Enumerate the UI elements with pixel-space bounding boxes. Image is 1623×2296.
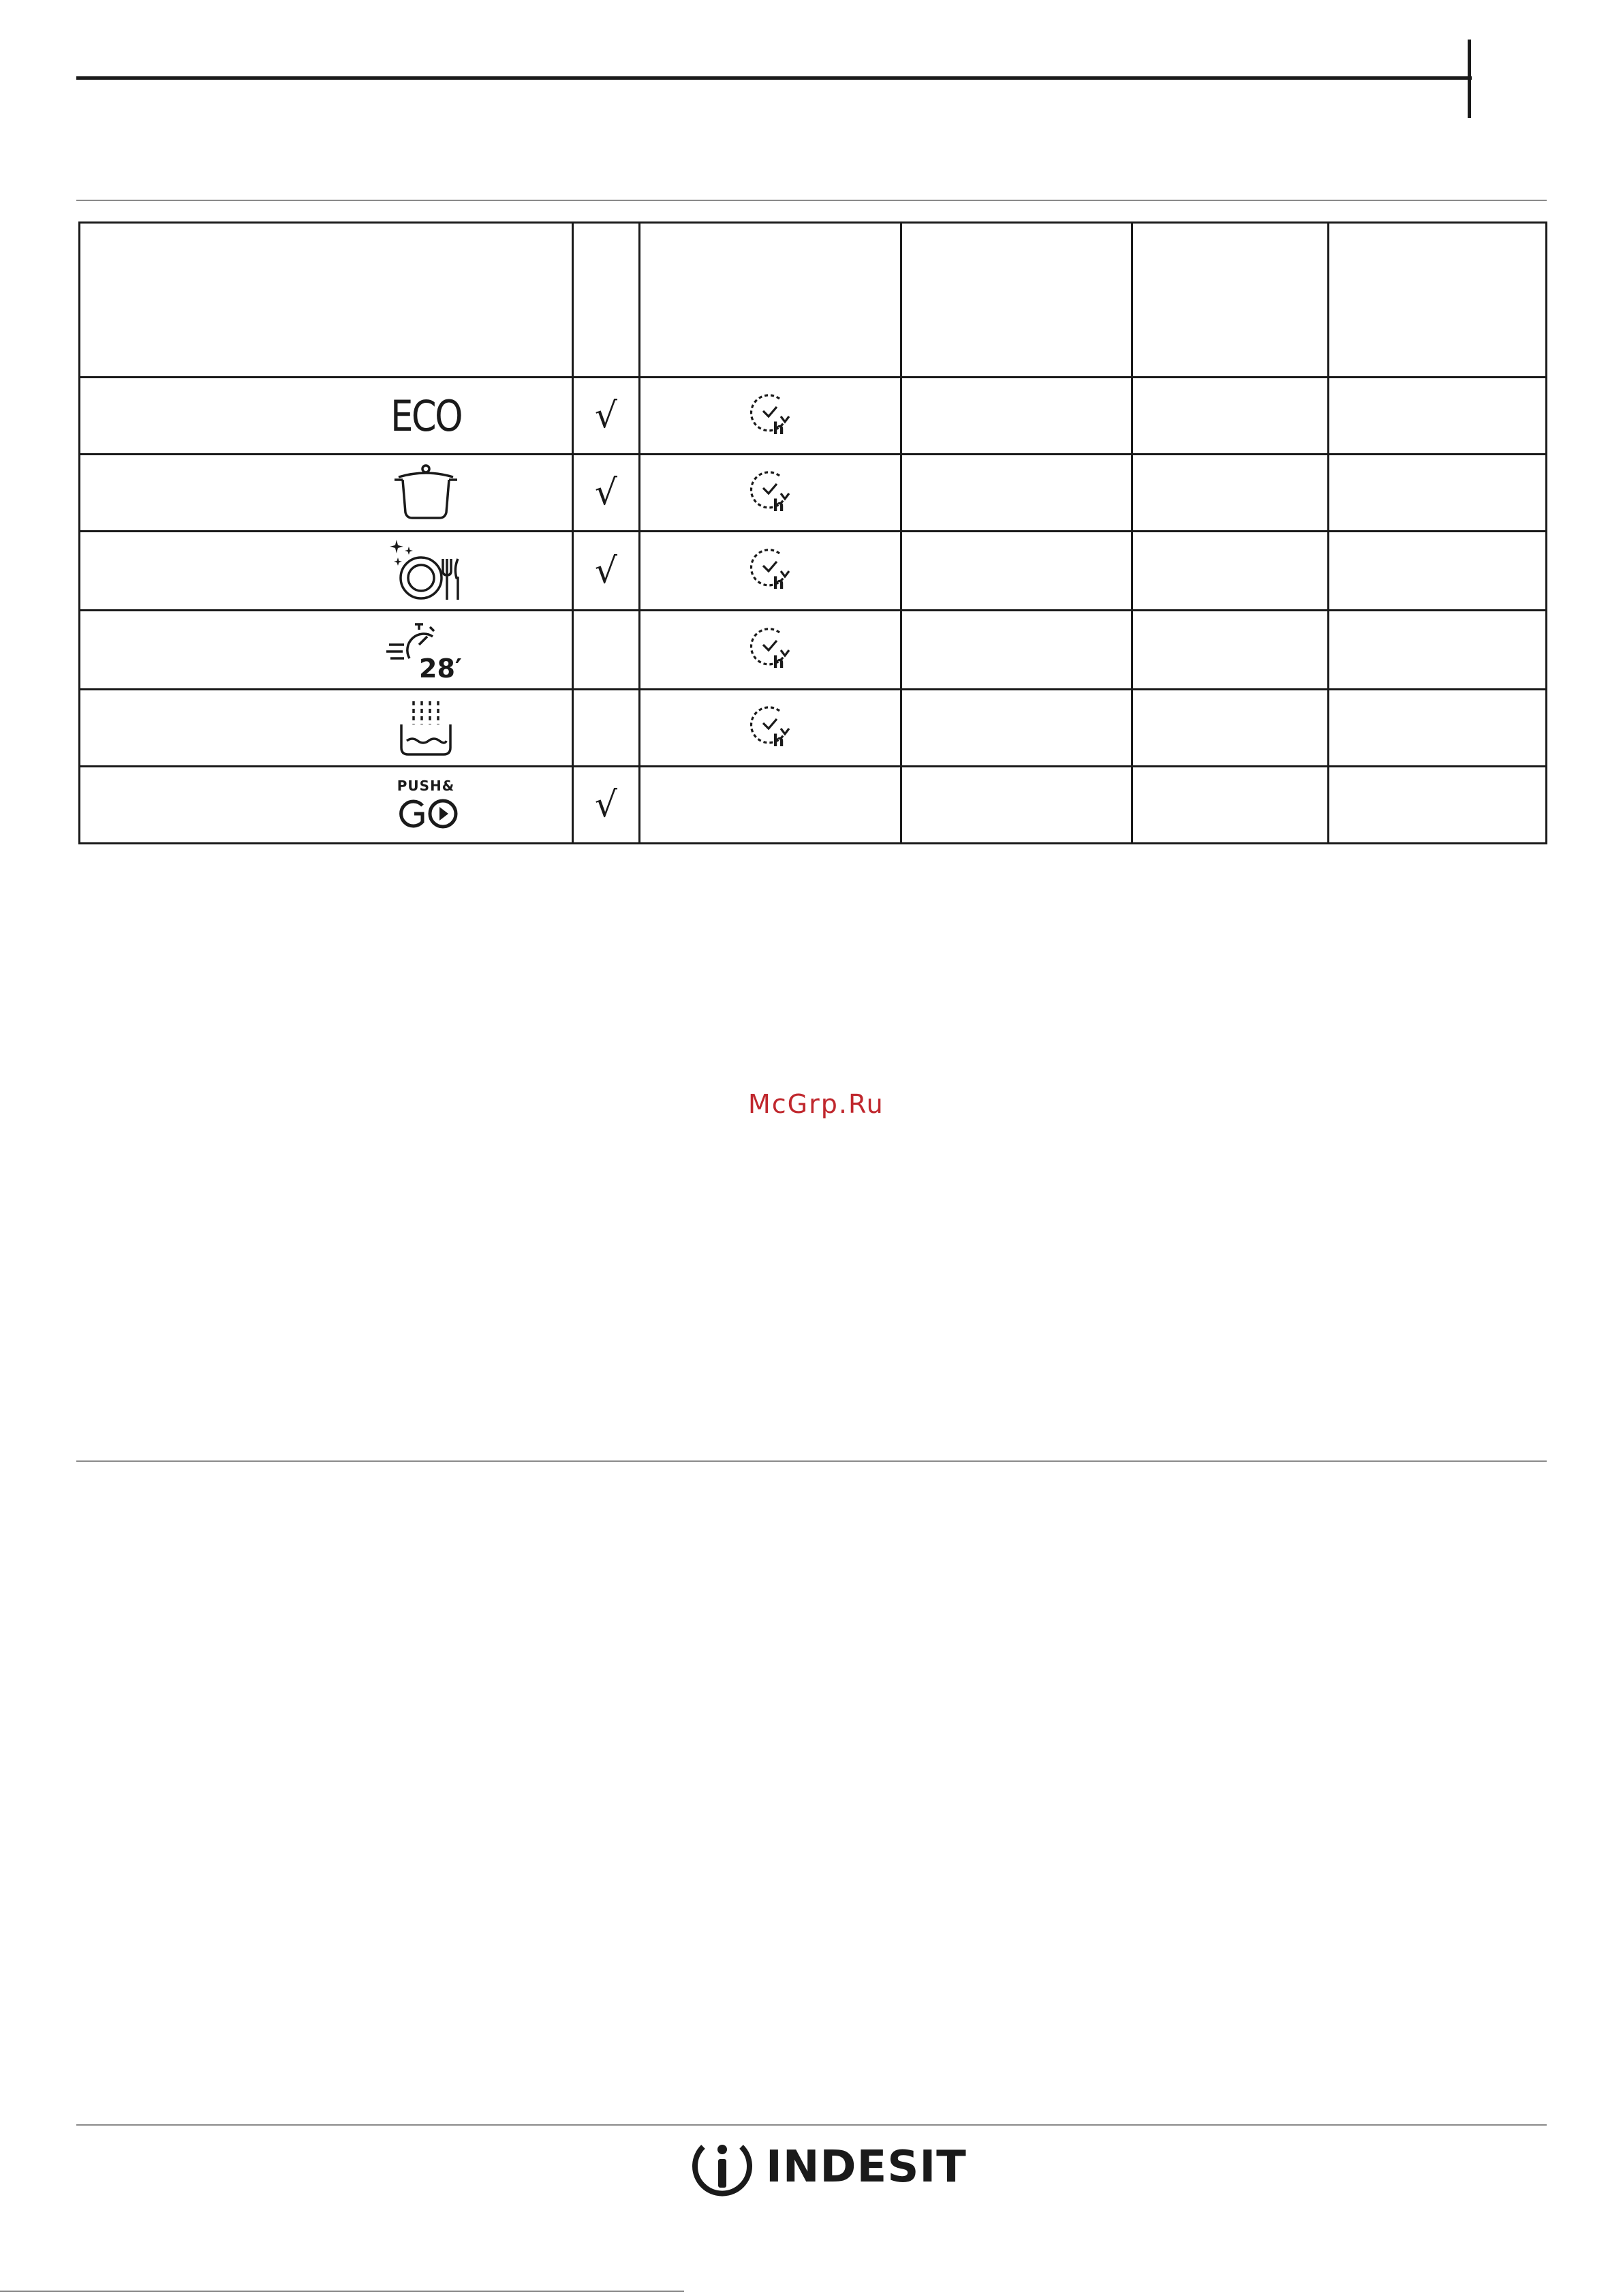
- cell-col5: [1132, 378, 1329, 455]
- cell-col6: [1329, 611, 1547, 690]
- delay-timer-h-icon: [745, 701, 796, 752]
- eco-text-icon: [368, 382, 484, 450]
- table-row: [80, 378, 1547, 455]
- svg-text:h: h: [772, 574, 784, 593]
- check-mark: √: [594, 784, 618, 825]
- quick-28-icon: [385, 617, 467, 683]
- rule-under-header: [76, 200, 1547, 201]
- header-col4: [901, 223, 1132, 378]
- cell-col6: [1329, 532, 1547, 611]
- sparkling-dishes-icon: [388, 538, 463, 604]
- push-and-label: PUSH&: [397, 778, 455, 794]
- bottom-edge-rule: [0, 2291, 684, 2292]
- check-cell: [573, 455, 640, 532]
- check-mark: √: [594, 395, 618, 436]
- cell-col5: [1132, 611, 1329, 690]
- program-cell: [80, 611, 573, 690]
- program-cell: [80, 378, 573, 455]
- cell-col6: [1329, 690, 1547, 767]
- program-icon-wrap: [368, 771, 484, 839]
- prewash-icon: [392, 697, 460, 759]
- svg-text:h: h: [772, 418, 784, 438]
- delay-timer-h-icon: [745, 466, 796, 517]
- cell-col4: [901, 767, 1132, 844]
- program-cell: [80, 690, 573, 767]
- svg-text:h: h: [772, 653, 784, 672]
- eco-label: ECO: [390, 391, 461, 441]
- cell-col4: [901, 378, 1132, 455]
- check-cell: [573, 767, 640, 844]
- program-icon-wrap: [368, 616, 484, 684]
- delay-cell: [640, 532, 901, 611]
- check-mark: √: [594, 472, 618, 513]
- top-rule: [76, 76, 1472, 80]
- header-check: [573, 223, 640, 378]
- delay-cell: [640, 690, 901, 767]
- cell-col5: [1132, 690, 1329, 767]
- delay-cell: [640, 455, 901, 532]
- program-cell: [80, 532, 573, 611]
- top-tick: [1468, 40, 1471, 118]
- check-cell: [573, 532, 640, 611]
- svg-text:h: h: [772, 731, 784, 750]
- check-mark: √: [594, 550, 618, 592]
- intensive-pot-icon: [392, 462, 460, 523]
- table-row: [80, 611, 1547, 690]
- table-header-row: [80, 223, 1547, 378]
- brand-logo: [688, 2133, 967, 2201]
- program-icon-wrap: [368, 694, 484, 762]
- cell-col4: [901, 455, 1132, 532]
- quick-28-label: 28′: [419, 653, 462, 683]
- cell-col5: [1132, 532, 1329, 611]
- cell-col4: [901, 611, 1132, 690]
- check-cell: [573, 690, 640, 767]
- delay-timer-h-icon: [745, 544, 796, 594]
- footer-rule: [76, 2124, 1547, 2126]
- delay-cell: [640, 611, 901, 690]
- program-icon-wrap: [368, 537, 484, 605]
- header-program: [80, 223, 573, 378]
- table-row: [80, 690, 1547, 767]
- program-icon-wrap: [368, 459, 484, 527]
- check-cell: [573, 378, 640, 455]
- header-col6: [1329, 223, 1547, 378]
- watermark: McGrp.Ru: [748, 1089, 884, 1119]
- table-row: [80, 532, 1547, 611]
- cell-col4: [901, 690, 1132, 767]
- cell-col6: [1329, 378, 1547, 455]
- indesit-i-logo-icon: [688, 2133, 756, 2201]
- cell-col4: [901, 532, 1132, 611]
- delay-cell: [640, 767, 901, 844]
- cell-col5: [1132, 455, 1329, 532]
- table-row: [80, 455, 1547, 532]
- cell-col6: [1329, 767, 1547, 844]
- delay-cell: [640, 378, 901, 455]
- delay-timer-h-icon: [745, 623, 796, 673]
- program-cell: [80, 455, 573, 532]
- cell-col5: [1132, 767, 1329, 844]
- delay-timer-h-icon: [745, 389, 796, 440]
- program-cell: [80, 767, 573, 844]
- program-table: [78, 221, 1547, 844]
- cell-col6: [1329, 455, 1547, 532]
- check-cell: [573, 611, 640, 690]
- section-rule: [76, 1460, 1547, 1462]
- header-col5: [1132, 223, 1329, 378]
- header-delay: [640, 223, 901, 378]
- brand-name: INDESIT: [766, 2142, 967, 2192]
- svg-text:h: h: [772, 495, 784, 515]
- table-row: [80, 767, 1547, 844]
- push-and-go-icon: [388, 774, 463, 836]
